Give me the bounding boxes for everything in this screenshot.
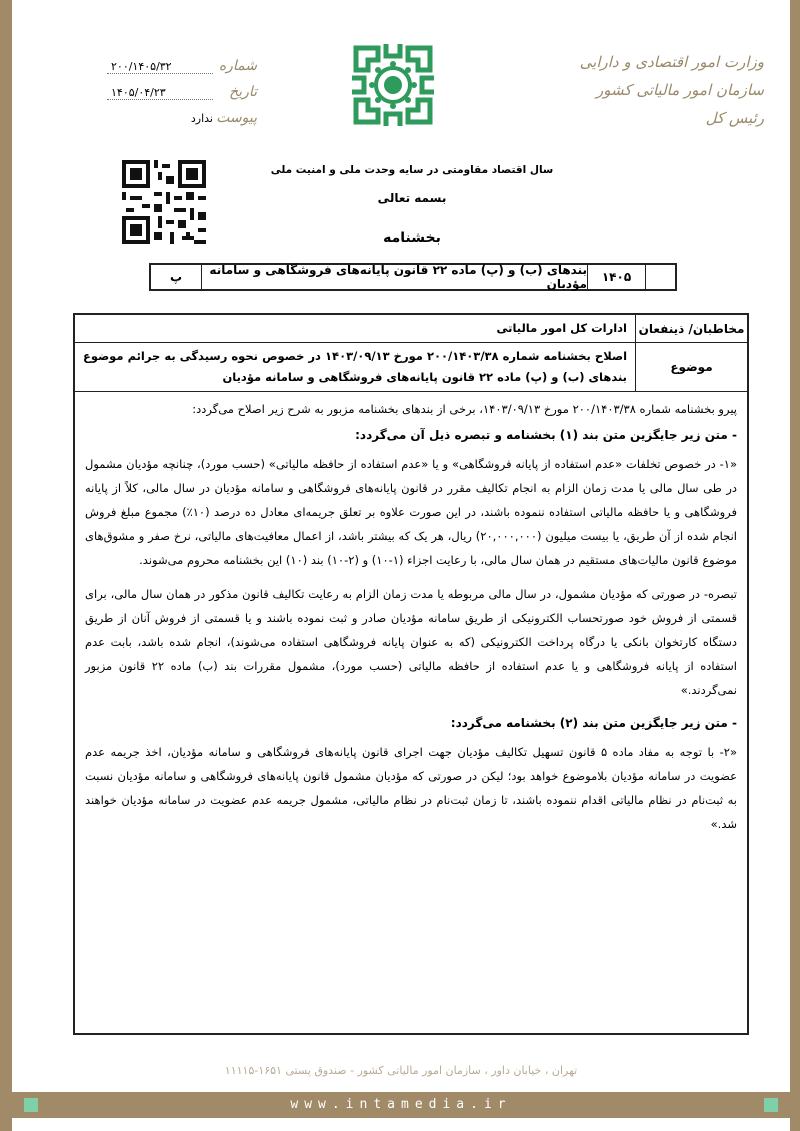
addressee-value: ادارات کل امور مالیاتی bbox=[496, 321, 627, 335]
date-row bbox=[107, 84, 257, 110]
number-value: ۲۰۰/۱۴۰۵/۳۲ bbox=[107, 60, 213, 74]
circular-body-box bbox=[73, 313, 749, 1035]
subject-label: موضوع bbox=[635, 343, 747, 391]
qr-code-icon bbox=[122, 158, 206, 246]
ref-year-cell: ۱۴۰۵ bbox=[587, 265, 645, 289]
number-label: شماره bbox=[218, 58, 257, 74]
subject-row bbox=[75, 343, 747, 392]
intro-paragraph: پیرو بخشنامه شماره ۲۰۰/۱۴۰۳/۳۸ مورخ ۱۴۰۳/۰۹/۱۳، برخی از بندهای بخشنامه مزبور به شرح زیر اصلاح می‌گردد: bbox=[192, 402, 737, 416]
year-slogan: سال اقتصاد مقاومتی در سایه وحدت ملی و امنیت ملی bbox=[270, 164, 554, 176]
besmellah: بسمه تعالی bbox=[377, 191, 447, 205]
letter-metadata bbox=[107, 58, 257, 136]
attachment-label: پیوست bbox=[216, 110, 257, 126]
ref-empty-cell bbox=[645, 265, 675, 289]
footer-square-right-icon bbox=[764, 1098, 778, 1112]
addressee-row bbox=[75, 315, 747, 343]
note-paragraph: تبصره- در صورتی که مؤدیان مشمول، در سال مالی مربوطه یا مدت زمان الزام به رعایت تکالیف قانون مذکور در همان سال مالی، برای قسمتی از فروش خود صورتحساب الکترونیکی از طریق سامانه مؤدیان صادر و ثبت نموده باشند و یا قسمتی از فروش آنان از طریق دستگاه کارتخوان بانکی یا درگاه پرداخت الکترونیکی (که به عنوان پایانه فروشگاهی استفاده می‌شوند)، انجام شده باشد، بابت عدم استفاده از پایانه فروشگاهی و یا عدم استفاده از حافظه مالیاتی (حسب مورد)، مشمول مقررات بند (ب) ماده ۲۲ قانون مزبور نمی‌گردند.» bbox=[85, 587, 737, 697]
footer-website: www.intamedia.ir bbox=[12, 1092, 790, 1118]
attachment-value: ندارد bbox=[190, 112, 213, 125]
subject-value: اصلاح بخشنامه شماره ۲۰۰/۱۴۰۳/۳۸ مورخ ۱۴۰۳/۰۹/۱۳ در خصوص نحوه رسیدگی به جرائم موضوع بندهای (ب) و (پ) ماده ۲۲ قانون پایانه‌های فروشگاهی و سامانه مؤدیان bbox=[83, 349, 628, 384]
number-row bbox=[107, 58, 257, 84]
footer-square-left-icon bbox=[24, 1098, 38, 1112]
tax-organization-logo-icon bbox=[348, 40, 438, 130]
ministry-letterhead bbox=[554, 48, 764, 132]
footer-address: تهران ، خیابان داور ، سازمان امور مالیاتی کشور - صندوق پستی ۱۶۵۱-۱۱۱۱۵ bbox=[224, 1064, 578, 1077]
heading-clause-1: - متن زیر جایگزین متن بند (۱) بخشنامه و تبصره ذیل آن می‌گردد: bbox=[355, 428, 737, 442]
date-value: ۱۴۰۵/۰۴/۲۳ bbox=[107, 86, 213, 100]
document-page bbox=[12, 0, 790, 1131]
date-label: تاریخ bbox=[229, 84, 257, 100]
clause-1-paragraph: «۱- در خصوص تخلفات «عدم استفاده از پایانه فروشگاهی» و یا «عدم استفاده از حافظه مالیاتی» (حسب مورد)، چنانچه مؤدیان مشمول در طی سال مالی یا مدت زمان الزام به انجام تکالیف مقرر در قانون پایانه‌های فروشگاهی و سامانه مؤدیان در سال مالی، کلاً از پایانه فروشگاهی و یا حافظه مالیاتی استفاده ننموده باشند، در این صورت علاوه بر تعلق جریمه‌ای معادل ده درصد (۱۰٪) مجموع مبلغ فروش انجام شده از آن طریق، یا بیست میلیون (۲۰,۰۰۰,۰۰۰) ریال، هر یک که بیشتر باشد، از اعمال معافیت‌های مالیاتی، نرخ صفر و مشوق‌های موضوع قانون مالیات‌های مستقیم در همان سال مالی، با رعایت اجزاء (۱-۱۰) و (۲-۱۰) بند (۱۰) این بخشنامه محروم می‌شوند. bbox=[85, 457, 737, 567]
reference-table bbox=[149, 263, 677, 291]
clause-2-paragraph: «۲- با توجه به مفاد ماده ۵ قانون تسهیل تکالیف مؤدیان جهت اجرای قانون پایانه‌های فروشگاهی و سامانه مؤدیان، اخذ جریمه عدم عضویت در سامانه مؤدیان بلاموضوع خواهد بود؛ لیکن در صورتی که مؤدیان مشمول قانون پایانه‌های فروشگاهی و سامانه مؤدیان نسبت به ثبت‌نام در نظام مالیاتی اقدام ننموده باشند، تا زمان ثبت‌نام در نظام مالیاتی، مشمول جریمه عدم عضویت در سامانه مؤدیان خواهند شد.» bbox=[85, 745, 737, 831]
ministry-line-3: رئیس کل bbox=[705, 109, 764, 127]
ref-subject-cell: بندهای (ب) و (پ) ماده ۲۲ قانون پایانه‌های فروشگاهی و سامانه مؤدیان bbox=[201, 265, 587, 289]
heading-clause-2: - متن زیر جایگزین متن بند (۲) بخشنامه می‌گردد: bbox=[450, 716, 737, 730]
ministry-line-1: وزارت امور اقتصادی و دارایی bbox=[579, 53, 764, 71]
attachment-row bbox=[107, 110, 257, 136]
ministry-line-2: سازمان امور مالیاتی کشور bbox=[596, 81, 764, 99]
circular-text bbox=[75, 392, 747, 836]
document-title: بخشنامه bbox=[383, 230, 441, 246]
addressee-label: مخاطبان/ ذینفعان bbox=[635, 315, 747, 342]
ref-code-cell: پ bbox=[169, 270, 183, 284]
